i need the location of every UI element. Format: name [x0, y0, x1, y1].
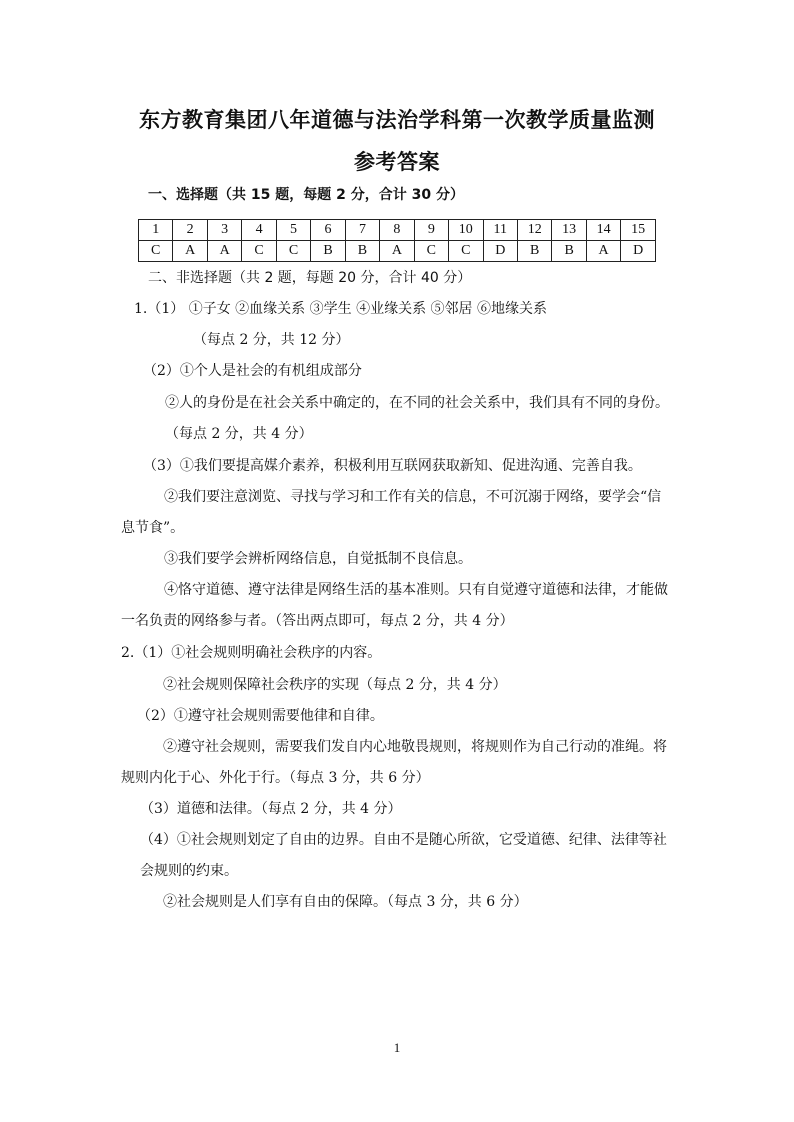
question-number: 14: [586, 220, 620, 241]
document-subtitle: 参考答案: [354, 150, 440, 174]
answer-cell: C: [139, 241, 173, 262]
question-number: 13: [552, 220, 586, 241]
question-number: 10: [449, 220, 483, 241]
question-number: 6: [311, 220, 345, 241]
answer-line: ②遵守社会规则，需要我们发自内心地敬畏规则，将规则作为自己行动的准绳。将: [163, 739, 667, 755]
section-1-heading: 一、选择题（共 15 题，每题 2 分，合计 30 分）: [148, 187, 464, 203]
answer-line: ②社会规则保障社会秩序的实现（每点 2 分，共 4 分）: [163, 677, 507, 693]
answer-cell: C: [242, 241, 276, 262]
answer-cell: B: [517, 241, 551, 262]
answer-cell: A: [586, 241, 620, 262]
answer-cell: D: [621, 241, 656, 262]
question-number: 12: [517, 220, 551, 241]
question-number: 11: [483, 220, 517, 241]
answer-cell: C: [276, 241, 310, 262]
answer-line: （每点 2 分，共 12 分）: [193, 332, 350, 348]
question-number: 15: [621, 220, 656, 241]
answer-line: 息节食”。: [121, 520, 185, 536]
section-2-heading: 二、非选择题（共 2 题，每题 20 分，合计 40 分）: [148, 270, 472, 286]
answer-table-number-row: [139, 220, 656, 241]
answer-cell: C: [414, 241, 448, 262]
answer-line: 规则内化于心、外化于行。（每点 3 分，共 6 分）: [121, 770, 430, 786]
answer-cell: C: [449, 241, 483, 262]
answer-line: （2）①个人是社会的有机组成部分: [143, 363, 362, 379]
page-number: 1: [393, 1040, 401, 1055]
answer-table-answer-row: [139, 241, 656, 262]
document-title: 东方教育集团八年道德与法治学科第一次教学质量监测: [139, 108, 655, 132]
question-number: 7: [345, 220, 379, 241]
answer-table: [138, 219, 656, 262]
answer-cell: A: [173, 241, 207, 262]
answer-cell: B: [345, 241, 379, 262]
answer-line: （3）道德和法律。（每点 2 分，共 4 分）: [140, 801, 402, 817]
question-number: 8: [380, 220, 414, 241]
question-number: 3: [207, 220, 241, 241]
answer-cell: B: [552, 241, 586, 262]
answer-cell: D: [483, 241, 517, 262]
answer-cell: B: [311, 241, 345, 262]
answer-line: （每点 2 分，共 4 分）: [165, 426, 313, 442]
answer-line: （4）①社会规则划定了自由的边界。自由不是随心所欲，它受道德、纪律、法律等社: [140, 832, 667, 848]
question-number: 2: [173, 220, 207, 241]
answer-line: 1.（1） ①子女 ②血缘关系 ③学生 ④业缘关系 ⑤邻居 ⑥地缘关系: [134, 301, 547, 317]
answer-line: ②社会规则是人们享有自由的保障。（每点 3 分，共 6 分）: [163, 894, 528, 910]
answer-cell: A: [207, 241, 241, 262]
answer-line: 2.（1）①社会规则明确社会秩序的内容。: [121, 645, 382, 661]
answer-line: ④恪守道德、遵守法律是网络生活的基本准则。只有自觉遵守道德和法律，才能做: [164, 582, 668, 598]
answer-line: ②我们要注意浏览、寻找与学习和工作有关的信息，不可沉溺于网络，要学会“信: [164, 489, 662, 505]
answer-line: 一名负责的网络参与者。（答出两点即可，每点 2 分，共 4 分）: [121, 613, 514, 629]
answer-line: ③我们要学会辨析网络信息，自觉抵制不良信息。: [164, 551, 472, 567]
answer-line: 会规则的约束。: [140, 863, 238, 879]
answer-line: （3）①我们要提高媒介素养，积极利用互联网获取新知、促进沟通、完善自我。: [143, 458, 642, 474]
question-number: 5: [276, 220, 310, 241]
answer-line: ②人的身份是在社会关系中确定的，在不同的社会关系中，我们具有不同的身份。: [165, 395, 669, 411]
question-number: 9: [414, 220, 448, 241]
answer-line: （2）①遵守社会规则需要他律和自律。: [137, 708, 384, 724]
question-number: 4: [242, 220, 276, 241]
question-number: 1: [139, 220, 173, 241]
answer-cell: A: [380, 241, 414, 262]
